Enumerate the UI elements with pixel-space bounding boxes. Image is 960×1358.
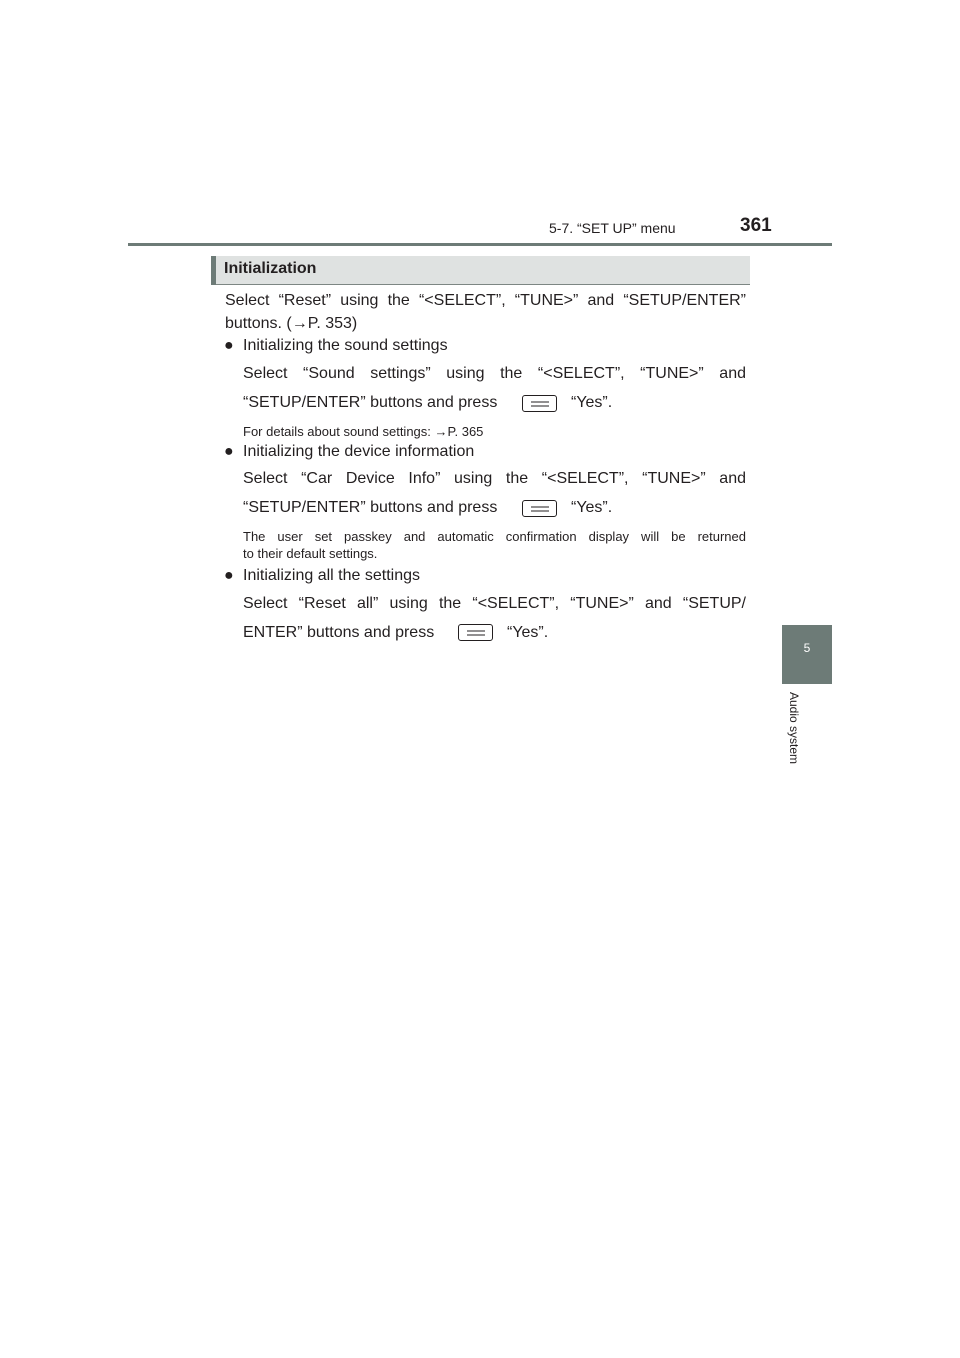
bullet-icon: ● [224, 443, 234, 460]
item-line-all-yes: “Yes”. [507, 624, 549, 641]
item-note-device-2: to their default settings. [243, 546, 378, 561]
item-title-device: Initializing the device information [243, 443, 475, 460]
item-line-sound-2: “SETUP/ENTER” buttons and press [243, 394, 498, 411]
item-note-sound: For details about sound settings: →P. 365 [243, 424, 484, 439]
intro-line-2: buttons. (→P. 353) [225, 315, 358, 332]
bullet-icon: ● [224, 567, 234, 584]
item-title-sound: Initializing the sound settings [243, 337, 448, 354]
item-line-device-2: “SETUP/ENTER” buttons and press [243, 499, 498, 516]
item-note-device-1: The user set passkey and automatic confirmation display will be returned [243, 529, 746, 544]
menu-button-icon [522, 395, 557, 412]
section-heading-accent [211, 256, 216, 285]
page-number: 361 [740, 215, 772, 236]
chapter-tab-number: 5 [803, 641, 811, 655]
header-divider [128, 243, 832, 246]
intro-line-1: Select “Reset” using the “<SELECT”, “TUNE>” and “SETUP/ENTER” [225, 292, 746, 309]
section-title: Initialization [224, 260, 317, 277]
item-line-sound-1: Select “Sound settings” using the “<SELECT”, “TUNE>” and [243, 365, 746, 382]
item-line-all-2: ENTER” buttons and press [243, 624, 435, 641]
running-header-section: 5-7. “SET UP” menu [549, 220, 676, 236]
item-line-sound-yes: “Yes”. [571, 394, 613, 411]
item-line-device-1: Select “Car Device Info” using the “<SELECT”, “TUNE>” and [243, 470, 746, 487]
menu-button-icon [458, 624, 493, 641]
item-title-all: Initializing all the settings [243, 567, 420, 584]
bullet-icon: ● [224, 337, 234, 354]
menu-button-icon [522, 500, 557, 517]
chapter-tab-label: Audio system [787, 692, 801, 765]
item-line-device-yes: “Yes”. [571, 499, 613, 516]
item-line-all-1: Select “Reset all” using the “<SELECT”, “TUNE>” and “SETUP/ [243, 595, 746, 612]
